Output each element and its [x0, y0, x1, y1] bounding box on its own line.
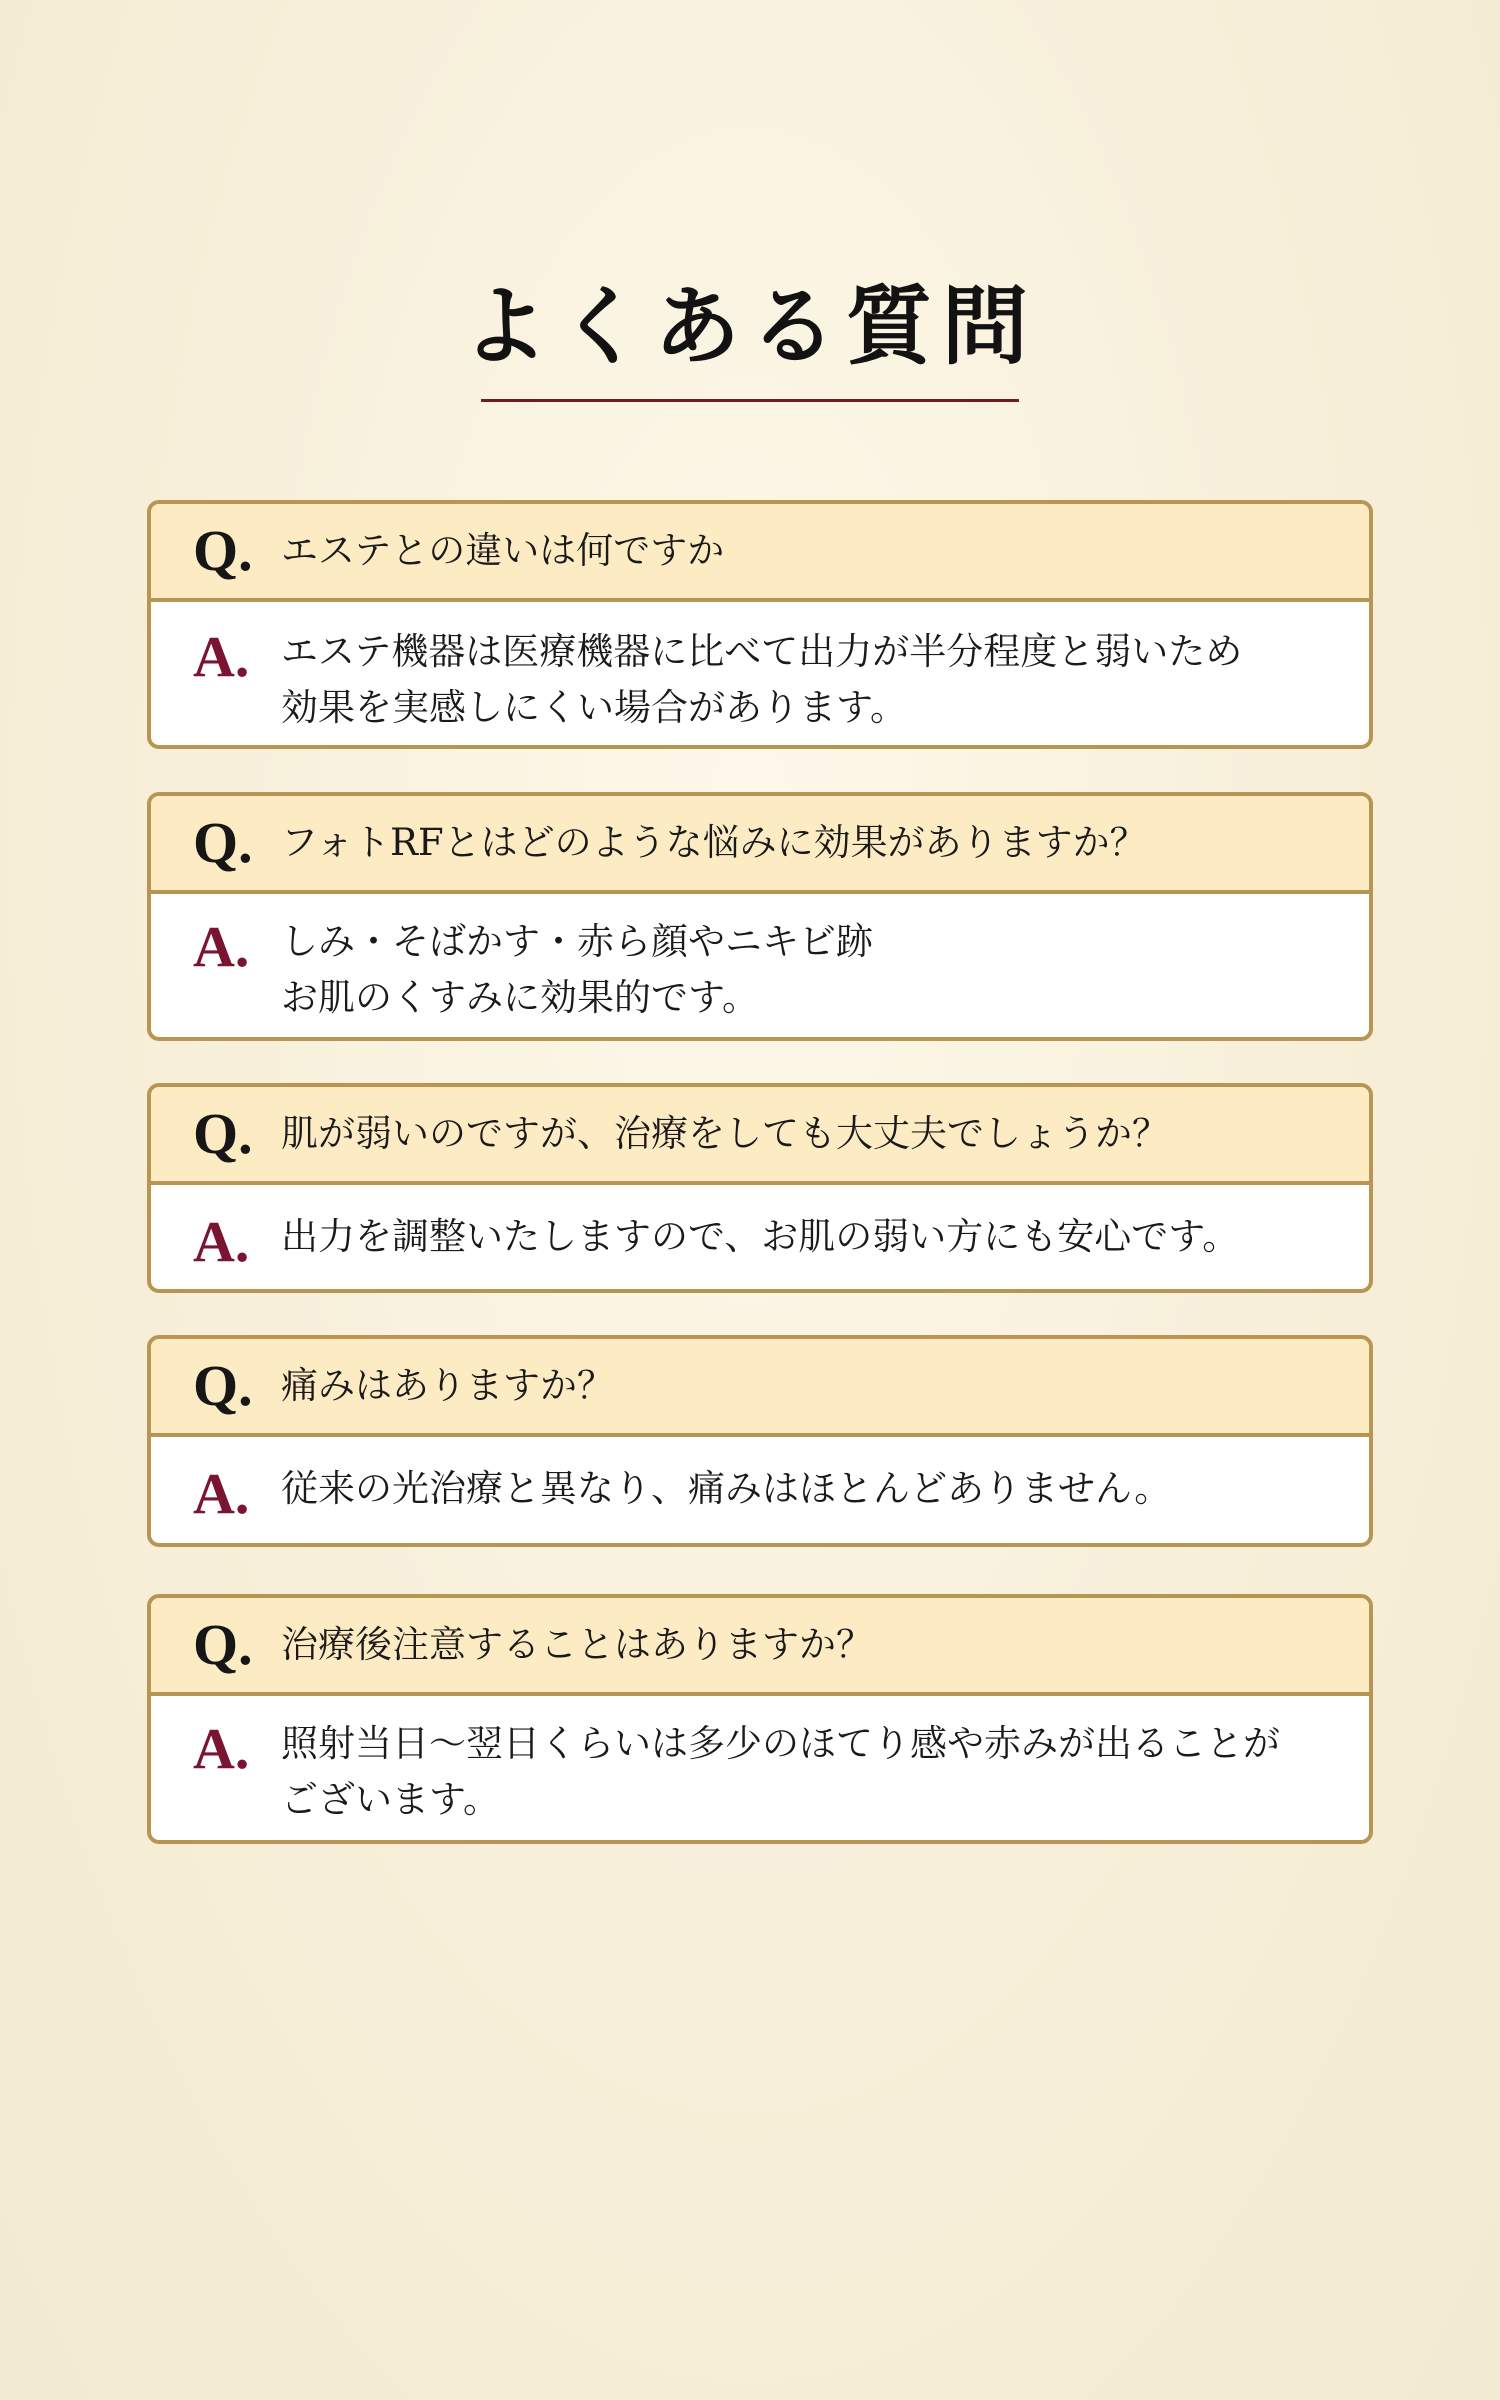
question-text: 治療後注意することはありますか？ — [281, 1623, 873, 1666]
page-header — [0, 276, 1500, 393]
answer-line: 照射当日〜翌日くらいは多少のほてり感や赤みが出ることが — [281, 1722, 1280, 1765]
faq-answer-row — [151, 602, 1369, 736]
page-title: よくある質問 — [462, 276, 1038, 377]
question-text: 痛みはありますか？ — [281, 1364, 614, 1407]
answer-line: 出力を調整いたしますので、お肌の弱い方にも安心です。 — [281, 1215, 1240, 1258]
faq-question-row[interactable] — [151, 504, 1369, 602]
question-mark: Q. — [193, 518, 253, 583]
answer-mark: A. — [193, 914, 250, 979]
answer-text — [281, 1461, 1171, 1517]
answer-text — [281, 1716, 1280, 1828]
answer-text — [281, 1209, 1239, 1265]
answer-mark: A. — [193, 1716, 250, 1781]
title-underline — [481, 399, 1019, 402]
answer-text — [281, 914, 873, 1026]
faq-item-2 — [147, 792, 1373, 1041]
answer-line: お肌のくすみに効果的です。 — [281, 976, 760, 1019]
answer-mark: A. — [193, 624, 250, 689]
faq-answer-row — [151, 894, 1369, 1026]
faq-question-row[interactable] — [151, 1339, 1369, 1437]
answer-text — [281, 624, 1242, 736]
faq-answer-row — [151, 1185, 1369, 1274]
question-mark: Q. — [193, 1612, 253, 1677]
faq-item-4 — [147, 1335, 1373, 1547]
answer-mark: A. — [193, 1461, 250, 1526]
question-text: フォトRFとはどのような悩みに効果がありますか？ — [281, 821, 1147, 864]
question-mark: Q. — [193, 810, 253, 875]
answer-mark: A. — [193, 1209, 250, 1274]
faq-answer-row — [151, 1696, 1369, 1828]
answer-line: 従来の光治療と異なり、痛みはほとんどありません。 — [281, 1467, 1172, 1510]
answer-line: エステ機器は医療機器に比べて出力が半分程度と弱いため — [281, 630, 1243, 673]
answer-line: ございます。 — [281, 1778, 501, 1821]
answer-line: 効果を実感しにくい場合があります。 — [281, 686, 908, 729]
question-text: エステとの違いは何ですか — [281, 529, 725, 572]
faq-item-5 — [147, 1594, 1373, 1844]
faq-question-row[interactable] — [151, 1087, 1369, 1185]
faq-question-row[interactable] — [151, 796, 1369, 894]
question-mark: Q. — [193, 1353, 253, 1418]
faq-question-row[interactable] — [151, 1598, 1369, 1696]
faq-item-3 — [147, 1083, 1373, 1293]
question-mark: Q. — [193, 1101, 253, 1166]
faq-answer-row — [151, 1437, 1369, 1526]
question-text: 肌が弱いのですが、治療をしても大丈夫でしょうか？ — [281, 1112, 1169, 1155]
faq-item-1 — [147, 500, 1373, 749]
answer-line: しみ・そばかす・赤ら顔やニキビ跡 — [281, 920, 873, 963]
